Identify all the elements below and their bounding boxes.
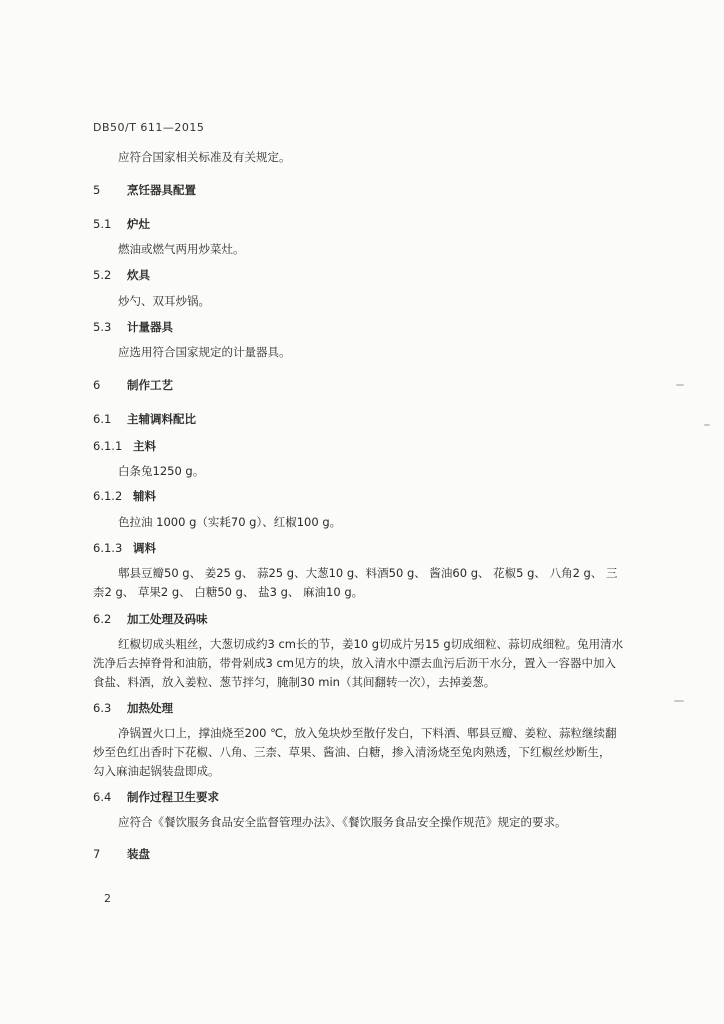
section-title: 辅料 xyxy=(133,489,156,503)
section-6-1-1-heading xyxy=(93,439,156,453)
section-number: 7 xyxy=(93,847,101,861)
section-6-3-line-3: 勾入麻油起锅装盘即成。 xyxy=(93,764,220,778)
scan-smudge xyxy=(704,424,710,426)
section-number: 5 xyxy=(93,183,101,197)
scan-smudge xyxy=(676,384,684,386)
section-6-heading xyxy=(93,378,173,392)
section-6-1-3-line-1: 郫县豆瓣50 g、 姜25 g、 蒜25 g、大葱10 g、料酒50 g、 酱油60 g、 花椒5 g、 八角2 g、 三 xyxy=(118,566,618,580)
section-number: 6.1 xyxy=(93,412,112,426)
section-title: 加热处理 xyxy=(127,701,173,715)
section-6-4-heading xyxy=(93,790,219,804)
section-title: 烹饪器具配置 xyxy=(127,183,196,197)
section-5-1-text: 燃油或燃气两用炒菜灶。 xyxy=(118,242,245,256)
section-6-2-line-1: 红椒切成头粗丝，大葱切成约3 cm长的节，姜10 g切成片另15 g切成细粒、蒜切成细粒。兔用清水 xyxy=(118,637,624,651)
section-6-1-2-heading xyxy=(93,489,156,503)
section-number: 5.3 xyxy=(93,320,112,334)
intro-paragraph: 应符合国家相关标准及有关规定。 xyxy=(118,150,291,164)
section-6-2-heading xyxy=(93,612,208,626)
document-code: DB50/T 611—2015 xyxy=(93,121,205,134)
section-number: 6.1.2 xyxy=(93,489,123,503)
section-5-1-heading xyxy=(93,217,150,231)
section-6-1-3-heading xyxy=(93,541,156,555)
section-title: 炉灶 xyxy=(127,217,150,231)
section-title: 加工处理及码味 xyxy=(127,612,208,626)
section-number: 6.4 xyxy=(93,790,112,804)
section-5-2-text: 炒勺、双耳炒锅。 xyxy=(118,294,210,308)
section-title: 炊具 xyxy=(127,268,150,282)
section-6-1-2-text: 色拉油 1000 g（实耗70 g）、红椒100 g。 xyxy=(118,515,342,529)
section-6-3-heading xyxy=(93,701,173,715)
section-5-2-heading xyxy=(93,268,150,282)
section-title: 主料 xyxy=(133,439,156,453)
section-6-1-3-line-2: 柰2 g、 草果2 g、 白糖50 g、 盐3 g、 麻油10 g。 xyxy=(93,585,364,599)
section-number: 5.1 xyxy=(93,217,112,231)
section-5-3-heading xyxy=(93,320,173,334)
section-7-heading xyxy=(93,847,150,861)
section-title: 计量器具 xyxy=(127,320,173,334)
section-number: 5.2 xyxy=(93,268,112,282)
section-5-heading xyxy=(93,183,196,197)
section-title: 制作过程卫生要求 xyxy=(127,790,219,804)
page-number: 2 xyxy=(104,892,111,905)
scan-smudge xyxy=(674,700,684,702)
section-number: 6.3 xyxy=(93,701,112,715)
section-number: 6.2 xyxy=(93,612,112,626)
section-6-2-line-2: 洗净后去掉脊骨和油筋，带骨剁成3 cm见方的块，放入清水中漂去血污后沥干水分，置入一容器中加入 xyxy=(93,656,616,670)
section-6-3-line-2: 炒至色红出香时下花椒、八角、三柰、草果、酱油、白糖，掺入清汤烧至兔肉熟透，下红椒丝炒断生， xyxy=(93,745,611,759)
section-number: 6.1.3 xyxy=(93,541,123,555)
section-6-2-line-3: 食盐、料酒，放入姜粒、葱节拌匀，腌制30 min（其间翻转一次），去掉姜葱。 xyxy=(93,675,496,689)
section-title: 装盘 xyxy=(127,847,150,861)
section-6-3-line-1: 净锅置火口上，撑油烧至200 ℃，放入兔块炒至散仔发白，下料酒、郫县豆瓣、姜粒、蒜粒继续翻 xyxy=(118,726,617,740)
section-title: 主辅调料配比 xyxy=(127,412,196,426)
section-number: 6.1.1 xyxy=(93,439,123,453)
section-title: 调料 xyxy=(133,541,156,555)
section-6-1-heading xyxy=(93,412,196,426)
section-6-4-text: 应符合《餐饮服务食品安全监督管理办法》、《餐饮服务食品安全操作规范》规定的要求。 xyxy=(118,815,567,829)
section-5-3-text: 应选用符合国家规定的计量器具。 xyxy=(118,345,291,359)
section-title: 制作工艺 xyxy=(127,378,173,392)
section-6-1-1-text: 白条兔1250 g。 xyxy=(118,464,205,478)
section-number: 6 xyxy=(93,378,101,392)
